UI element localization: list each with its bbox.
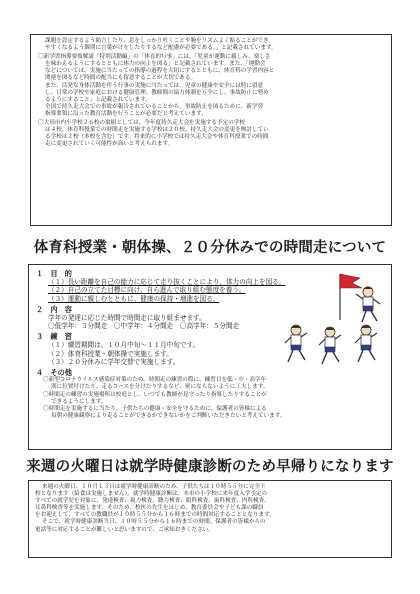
page-bottom-margin	[0, 562, 420, 594]
text-line: 指導要領に沿った教育活動を行うことが必要だと考えています。	[45, 110, 207, 117]
text-line: 来週の火曜日、１０月１３日は就学時健康診断のため、子供たちは１０時５５分に完全下	[42, 484, 266, 490]
flag-runner-illustration	[330, 270, 388, 326]
section-heading-early-dismissal: 来週の火曜日は就学時健康診断のため早帰りになります	[26, 459, 394, 475]
text-line: 校となります（給食は実施しません）。就学時健康診断は、本市の小学校に来年度入学予定の	[35, 491, 268, 498]
text-line: をお迎えして、すべての教職員が１０時５５分から１６時までの時間対応することとなります。	[35, 512, 275, 519]
text-line: 電話等に対応することが難しいと思いますので、ご承知おきください。	[35, 526, 214, 533]
running-children-illustration	[280, 320, 386, 372]
list-item: 毎朝の健康観察により走ることができるかできないかをご判断いただきたいと考えています。	[51, 412, 286, 419]
list-item: 別に位置付けたり、走るコースを分けたりするなど、密にならないように工夫します。	[51, 384, 269, 391]
section-heading-timed-run: 体育科授業・朝体操、２０分休みでの時間走について	[33, 240, 387, 256]
section-title-practice: ３ 練 習	[36, 332, 72, 342]
list-item: 〇時間走を実施するに当たり、子供たちの健康・安全を守るために、保護者の皆様による	[43, 405, 267, 412]
section-title-other: ４ その他	[36, 368, 72, 378]
text-line: る学校は２校（本校を含む）です。将来的に小学校では持久走大会や体育科授業での時間	[45, 134, 269, 141]
list-item: （１）長い距離を自己の能力に応じて走り抜くことにより、体力の向上を図る。	[48, 278, 286, 286]
text-line: は４校、体育科授業での時間走を実施する学校は２０校、持久走大会の変更を検討してい	[45, 127, 269, 134]
health-checkup-notice-box	[28, 480, 392, 558]
list-item: 〇新型コロナウイルス感染症対策のため、時間走の練習の際に、練習日を低・中・高学年	[43, 377, 267, 384]
guideline-notes-box	[30, 34, 392, 226]
text-line: 関連を図るなど時間の配当にも留意することが大切である。	[45, 75, 197, 82]
text-line: 課題を設定するよう助言したり、息をしっかり吐くことや腕をリズムよく振ることができ	[45, 38, 269, 44]
section-title-purpose: １ 目 的	[36, 269, 72, 278]
list-item: （３）運動に親しむとともに、健康の保持・増進を図る。	[48, 294, 220, 303]
text-line: やすくなるよう個別に言葉がけをしたりするなど配慮が必要である。」と記載されています。	[45, 45, 277, 52]
text-line: そこで、就学時健康診断当日、１０時５５分から１６時までの時間、保護者の皆様からの	[42, 519, 266, 526]
list-item: （２）体育科授業・朝体操で実施します。	[48, 349, 173, 358]
list-item: （２）自己の立てた目標に向け、自ら進んで取り組む態度を養う。	[48, 286, 246, 295]
list-item: 〇時間走の練習の実施場所は校庭とし、いつでも教師が見守ったり指導したりすることが	[43, 391, 267, 398]
text-line: 〇大田市内小学校２６校の取組としては、今年度持久走大会を実施する予定の学校	[38, 120, 245, 127]
text-line: 〇新学習指導要領解説「特別活動編」の「体育的行事」には、「児童が運動に親しみ、楽しさ	[38, 54, 271, 61]
text-line: を味わえるようにするとともに体力の向上を図る」と記載されています。また、「運動会	[45, 61, 266, 68]
list-item: 〇低学年：３分間走 〇中学年：４分間走 〇高学年：５分間走	[48, 322, 240, 331]
text-line: し、日常の学校や家庭における健康管理、教師間の協力体制を万全にし、事故防止に努め	[45, 89, 269, 96]
text-line: 走に変更されていく可能性が高いと考えられます。	[45, 141, 174, 148]
list-item: できるようにします。	[51, 398, 107, 405]
text-line: すべての就学児を対象に、発達検査、視力検査、聴力検査、眼科検査、歯科検査、内科検査、	[35, 498, 270, 505]
text-line: また、活発な身体活動を伴う行事の実施に当たっては、児童の健康や安全には特に留意	[45, 82, 264, 89]
text-line: 全国で持久走大会での事故が報告されていることから、事故防止を図るために、新学習	[45, 103, 264, 110]
text-line: などについては、実施に当たっての指導の過程を大切にするとともに、体育科の学習内容と	[45, 68, 275, 75]
text-line: 耳鼻科検査等を実施します。そのため、校医の先生をはじめ、教育委員会や子ども課の職員	[35, 505, 264, 512]
section-title-content: ２ 内 容	[36, 304, 72, 314]
list-item: 学年の発達に応じた時間で時間走に取り組ませます。	[48, 313, 206, 322]
list-item: （３）２０分休みに学年交替で実施します。	[48, 358, 180, 367]
text-line: るようにすること」と記載されています。	[45, 96, 151, 103]
list-item: （１）練習期間は、１０月中旬～１１月中旬です。	[48, 341, 200, 350]
